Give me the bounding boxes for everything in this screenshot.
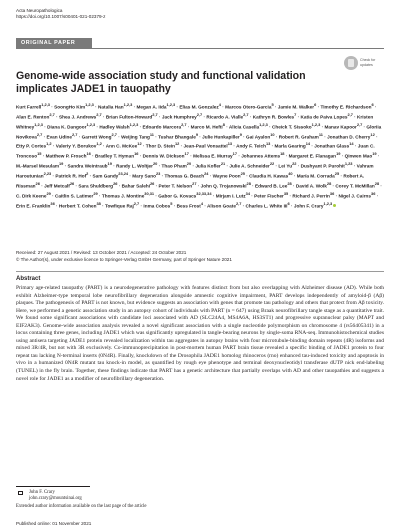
author-affiliation: 25 <box>334 171 340 177</box>
envelope-icon <box>18 491 23 495</box>
author-name: Bess Frost <box>176 203 201 209</box>
author-affiliation: 1,2,3 <box>323 200 333 206</box>
journal-header <box>16 8 105 20</box>
author-affiliation: 22 <box>292 161 297 167</box>
author-name: Garrett Wong <box>81 134 112 140</box>
author-name: Jamie M. Walker <box>277 104 315 110</box>
author-affiliation: 23,24 <box>118 171 129 177</box>
author-name: Matthew P. Frosch <box>45 153 87 159</box>
author-affiliation: 14 <box>349 141 354 147</box>
author-affiliation: 2,7 <box>133 200 140 206</box>
journal-doi[interactable]: https://doi.org/10.1007/s00401-021-02379-z <box>16 14 106 19</box>
corresponding-author-email[interactable]: john.crary@mountsinai.org <box>29 496 82 501</box>
author-affiliation: 24 <box>204 171 209 177</box>
author-affiliation: 18 <box>280 151 285 157</box>
author-name: Julie Hunkapiller <box>202 134 240 140</box>
author-name: Peter Fischer <box>254 193 284 199</box>
author-name: Mary Sano <box>132 173 156 179</box>
author-name: Juan C. Troncoso <box>16 144 375 159</box>
section-rule <box>16 271 384 272</box>
author-name: Johannes Attems <box>241 153 281 159</box>
correspondence-block <box>16 490 82 502</box>
author-name: Thomas G. Beach <box>164 173 205 179</box>
author-affiliation: 1,2,3 <box>123 102 133 107</box>
author-affiliation: 2,23 <box>43 171 52 177</box>
published-online-date: Published online: 01 November 2021 <box>16 521 92 526</box>
author-name: Inma Cobos <box>143 203 171 209</box>
author-name: Ann C. McKee <box>105 144 138 149</box>
author-name: Robert A. Rissman <box>16 173 365 189</box>
article-dates <box>16 250 384 263</box>
author-affiliation: 4 <box>200 200 204 206</box>
author-name: Valeriy Y. Borukov <box>55 144 97 149</box>
author-affiliation: 36 <box>329 190 335 196</box>
author-name: Weijing Tang <box>121 134 150 140</box>
author-affiliation: 22 <box>269 161 275 167</box>
author-name: David A. Wolk <box>295 183 327 189</box>
author-affiliation: 26 <box>35 180 40 186</box>
author-name: Timothy E. Richardson <box>320 104 372 110</box>
author-name: Margaret E. Flanagan <box>288 153 337 159</box>
author-affiliation: 36 <box>371 190 376 196</box>
header-rule <box>16 48 384 49</box>
author-name: Corey T. McMillan <box>335 183 375 189</box>
author-affiliation: 25 <box>240 171 245 177</box>
author-affiliation: 12 <box>370 131 375 137</box>
author-affiliation: 20 <box>152 161 158 167</box>
author-name: Kristen Whitney <box>16 114 374 130</box>
author-affiliation: 1,2 <box>46 141 52 147</box>
author-affiliation: 2,7 <box>152 111 158 117</box>
author-affiliation: 1,2,3 <box>41 102 50 107</box>
author-name: Robert R. Graham <box>278 134 319 140</box>
author-affiliation: 19 <box>107 161 112 167</box>
author-affiliation: 34 <box>245 190 250 196</box>
author-name: Natalia Han <box>98 104 124 110</box>
author-affiliation: 9 <box>239 131 242 137</box>
author-name: Erin E. Franklin <box>16 203 51 209</box>
abstract-text: Primary age-related tauopathy (PART) is a neurodegenerative pathology with features distinct from but also overlapping with Alzheimer disease (AD). While both exhibit Alzheimer-type temporal lobe neurofibrillary degeneration alongside amnestic cognitive impairment, PART develops independently of amyloid-β (Aβ) plaques. The pathogenesis of PART is not known, but evidence suggests an association with genes that promote tau pathology and others that protect from Aβ toxicity. Here, we performed a genetic association study in an autopsy cohort of individuals with PART (n = 647) using Braak neurofibrillary tangle stage as a quantitative trait. We found some significant associations with candidate loci associated with AD (SLC24A4, MS4A6A, HS3ST1) and progressive supranuclear palsy (MAPT and EIF2AK3). Genome-wide association analysis revealed a novel significant association with a single nucleotide polymorphism on chromosome 4 (rs56405341) in a locus containing three genes, including JADE1 which was significantly upregulated in tangle-bearing neurons by single-soma RNA-seq. Immunohistochemical studies using antisera targeting JADE1 protein revealed localization within tau aggregates in autopsy brains with four microtubule-binding domain repeats (4R) isoforms and mixed 3R/4R, but not with 3R exclusively. Co-immunoprecipitation in post-mortem human PART brain tissue revealed a specific binding of JADE1 protein to four repeat tau lacking N-terminal inserts (0N4R). Finally, knockdown of the Drosophila JADE1 homolog rhinoceros (rno) enhanced tau-induced toxicity and apoptosis in vivo in a humanized 0N4R mutant tau knock-in model, as quantified by rough eye phenotype and terminal deoxynucleotidyl transferase dUTP nick end-labeling (TUNEL) in the fly brain. Together, these findings indicate that PART has a genetic architecture that partially overlaps with AD and other tauopathies and suggests a novel role for JADE1 as a modifier of neurofibrillary degeneration. <box>16 285 384 382</box>
author-name: Gabor G. Kovacs <box>158 193 197 199</box>
author-affiliation: 5 <box>170 200 173 206</box>
author-name: Jeff Metcalf <box>44 183 70 189</box>
footnote-rule <box>16 486 90 487</box>
author-affiliation: 2,7 <box>356 121 363 127</box>
author-affiliation: 17 <box>232 151 238 157</box>
author-affiliation: 30,31 <box>144 190 155 196</box>
author-affiliation: 2,7 <box>347 111 353 117</box>
author-affiliation: 1,2,3 <box>85 102 94 107</box>
author-affiliation: 29 <box>93 190 98 196</box>
author-name: Peter T. Nelson <box>158 183 193 189</box>
author-affiliation: 8 <box>222 121 225 127</box>
author-name: Sandra Weintraub <box>67 163 108 169</box>
author-affiliation: 12 <box>137 141 142 147</box>
author-affiliation: 28 <box>374 180 380 186</box>
author-affiliation: 1,2,3 <box>129 121 139 127</box>
author-affiliation: 11 <box>318 131 323 137</box>
author-affiliation: 16 <box>86 151 91 157</box>
author-name: Brian Fulton-Howard <box>105 114 153 120</box>
author-name: Julie A. Schneider <box>229 163 270 169</box>
author-name: Thor D. Stein <box>145 144 175 149</box>
author-name: Kathryn R. Bowles <box>252 114 295 120</box>
article-type-banner: ORIGINAL PAPER <box>16 38 92 48</box>
author-affiliation: 2,7 <box>36 131 43 137</box>
author-name: Bahar Salehi <box>121 183 150 189</box>
author-affiliation: 5 <box>271 102 274 107</box>
author-name: Nigel J. Cairns <box>338 193 372 199</box>
author-affiliation: 7 <box>294 111 297 117</box>
author-name: Shea J. Andrews <box>58 114 97 120</box>
author-name: Alan E. Renton <box>16 114 50 120</box>
author-affiliation: 15 <box>37 151 42 157</box>
author-affiliation: 1,23 <box>344 161 353 167</box>
author-name: Thomas J. Montine <box>101 193 145 199</box>
author-affiliation: 1,2 <box>96 141 102 147</box>
author-affiliation: 38 <box>96 200 101 206</box>
author-name: Jonathan D. Cherry <box>327 134 371 140</box>
crossmark-icon <box>344 56 358 70</box>
author-affiliation: 6 <box>371 102 374 107</box>
author-affiliation: 2,7 <box>181 121 187 127</box>
author-name: Kurt Farrell <box>16 104 42 110</box>
author-affiliation: 40 <box>288 171 293 177</box>
author-affiliation: 9 <box>195 131 198 137</box>
author-name: Elias M. Gonzalez <box>179 104 219 110</box>
author-affiliation: 32,33,34 <box>196 190 212 196</box>
author-list: Kurt Farrell$^{1,2,3}$ · SoongHo Kim$^{1,2,3}$ · Natalia Han$^{1,2,3}$ · Megan A. Iida$^{1,2,3}$ · Elias M. Gonzalez$^4$ · Marcos Otero-Garcia$^5$ · Jamie M. Walker$^6$ · Timothy E. Richardson$^6$ · Alan E. Renton$^{2,7}$ · Shea J. Andrews$^{2,7}$ · Brian Fulton-Howard$^{2,7}$ · Jack Humphrey$^{2,7}$ · Ricardo A. Vialle$^{2,7}$ · Kathryn R. Bowles$^7$ · Katia de Paiva Lopes$^{2,7}$ · Kristen Whitney$^{1,2,3}$ · Diana K. Dangoor$^{1,2,3}$ · Hadley Walsh$^{1,2,3}$ · Edoardo Marcora$^{2,7}$ · Marco M. Hefti$^8$ · Alicia Casella$^{1,2,3}$ · Cheick T. Sissoko$^{1,2,3}$ · Manav Kapoor$^{2,7}$ · Gloriia Novikova$^{2,7}$ · Evan Udine$^{2,7}$ · Garrett Wong$^{2,7}$ · Weijing Tang$^{11}$ · Tushar Bhangale$^9$ · Julie Hunkapiller$^9$ · Gai Ayalon$^{10}$ · Robert R. Graham$^{11}$ · Jonathan D. Cherry$^{12}$ · Etty P. Cortes$^{1,2}$ · Valeriy Y. Borukov$^{1,2}$ · Ann C. McKee$^{12}$ · Thor D. Stein$^{12}$ · Jean-Paul Vonsattel$^{13}$ · Andy F. Teich$^{13}$ · Marla Gearing$^{14}$ · Jonathan Glass$^{14}$ · Juan C. Troncoso$^{15}$ · Matthew P. Frosch$^{16}$ · Bradley T. Hyman$^{16}$ · Dennis W. Dickson$^{17}$ · Melissa E. Murray$^{17}$ · Johannes Attems$^{18}$ · Margaret E. Flanagan$^{19}$ · Qinwen Mao$^{19}$ · M.-Marsel Mesulam$^{19}$ · Sandra Weintraub$^{19}$ · Randy L. Woltjer$^{20}$ · Thao Pham$^{20}$ · Julia Kofler$^{21}$ · Julie A. Schneider$^{22}$ · Lei $Yu^{22}$ · Dushyant P. Purohit$^{1,23}$ · Vahram Haroutunian$^{2,23}$ · Patrick R. Hof$^2$ · Sam Gandy$^{23,24}$ · Mary Sano$^{23}$ · Thomas G. Beach$^{24}$ · Wayne Poon$^{25}$ · Claudia H. Kawas$^{40}$ · María M. Corrada$^{25}$ · Robert A. Rissman$^{26}$ · Jeff Metcalf$^{26}$ · Sara Shuldberg$^{26}$ · Bahar Salehi$^{26}$ · Peter T. Nelson$^{27}$ · John Q. Trojanowski$^{28}$ · Edward B. Lee$^{28}$ · David A. Wolk$^{28}$ · Corey T. McMillan$^{28}$ · C. Dirk Keene$^{29}$ · Caitlin S. Latimer$^{29}$ · Thomas J. Montine$^{30,31}$ · Gabor G. Kovacs$^{32,33,34}$ · Mirjam I. Lutz$^{34}$ · Peter Fischer$^{35}$ · Richard J. Perrin$^{36}$ · Nigel J. Cairns$^{36}$ · Erin E. Franklin$^{36}$ · Herbert T. Cohen$^{38}$ · Towfique Raj$^{2,7}$ · Inma Cobos$^5$ · Bess Frost$^4$ · Alison Goate$^{2,7}$ · Charles L. White $III^6$ · John F. Crary$^{1,2,3}$ <box>16 102 382 209</box>
author-name: Manav Kapoor <box>324 124 357 130</box>
author-name: Jack Humphrey <box>161 114 197 120</box>
author-name: Patrick R. Hof <box>55 173 87 179</box>
author-name: John F. Crary <box>293 203 324 209</box>
author-affiliation: 2,7 <box>96 111 102 117</box>
author-affiliation: 2,7 <box>111 131 117 137</box>
author-name: Jean-Paul Vonsattel <box>183 144 228 149</box>
author-name: Gloriia Novikova <box>16 124 382 140</box>
author-name: Cheick T. Sissoko <box>272 124 312 130</box>
author-affiliation: 2,7 <box>196 111 203 117</box>
author-name: Marla Gearing <box>274 144 306 149</box>
orcid-icon[interactable] <box>333 204 337 208</box>
author-affiliation: 19 <box>58 161 64 167</box>
copyright-line: © The Author(s), under exclusive licence to Springer-Verlag GmbH Germany, part of Springer Nature 2021 <box>16 256 232 262</box>
author-name: Bradley T. Hyman <box>94 153 135 159</box>
author-affiliation: 28 <box>287 180 292 186</box>
author-affiliation: 26 <box>69 180 75 186</box>
author-affiliation: 28 <box>246 180 251 186</box>
author-affiliation: 6 <box>287 200 290 206</box>
author-affiliation: 2,7 <box>71 131 78 137</box>
author-affiliation: 2,7 <box>243 111 249 117</box>
author-affiliation: 36 <box>50 200 55 206</box>
author-affiliation: 6 <box>314 102 317 107</box>
author-name: Edward B. Lee <box>255 183 288 189</box>
journal-name: Acta Neuropathologica <box>16 8 63 13</box>
author-affiliation: 1,2,3 <box>86 121 96 127</box>
author-name: Edoardo Marcora <box>142 124 182 130</box>
author-affiliation: 2,7 <box>49 111 55 117</box>
author-affiliation: 10 <box>270 131 275 137</box>
author-name: Hadley Walsh <box>99 124 130 130</box>
author-name: Tushar Bhangale <box>158 134 196 140</box>
author-name: Richard J. Perrin <box>292 193 330 199</box>
author-name: Herbert T. Cohen <box>58 203 97 209</box>
author-name: Qinwen Mao <box>344 153 373 159</box>
check-for-updates-badge[interactable] <box>344 56 382 74</box>
author-name: Melissa E. Murray <box>193 153 233 159</box>
author-affiliation: 11 <box>149 131 154 137</box>
paper-title: Genome-wide association study and functional validation implicates JADE1 in tauopathy <box>16 70 306 95</box>
author-name: Katia de Paiva Lopes <box>300 114 348 120</box>
extended-author-info: Extended author information available on the last page of the article <box>16 504 147 509</box>
author-name: Andy F. Teich <box>236 144 266 149</box>
author-affiliation: 23 <box>155 171 161 177</box>
author-affiliation: 27 <box>192 180 197 186</box>
author-name: Mirjam I. Lutz <box>215 193 246 199</box>
author-name: C. Dirk Keene <box>16 193 47 199</box>
author-affiliation: 19 <box>336 151 341 157</box>
author-affiliation: 17 <box>184 151 189 157</box>
author-affiliation: 1,2,3 <box>259 121 268 127</box>
author-name: Vahram Haroutunian <box>16 163 374 179</box>
author-name: Etty P. Cortes <box>16 144 47 149</box>
crossmark-line1: Check for <box>360 58 376 62</box>
author-affiliation: 2,7 <box>235 200 242 206</box>
author-name: Ricardo A. Vialle <box>206 114 244 120</box>
author-name: Caitlin S. Latimer <box>55 193 94 199</box>
author-name: Diana K. Dangoor <box>47 124 87 130</box>
author-name: Evan Udine <box>46 134 72 140</box>
author-name: Marco M. Hefti <box>190 124 223 130</box>
author-affiliation: 16 <box>134 151 139 157</box>
author-affiliation: 29 <box>46 190 51 196</box>
author-name: Towfique Raj <box>104 203 134 209</box>
author-name: Megan A. Iida <box>136 104 167 110</box>
author-affiliation: 14 <box>305 141 311 147</box>
author-name: Alicia Casella <box>228 124 260 130</box>
author-affiliation: 1,2,3 <box>166 102 176 107</box>
author-name: Gai Ayalon <box>246 134 271 140</box>
author-affiliation: 4 <box>218 102 221 107</box>
abstract-heading: Abstract <box>16 276 41 282</box>
author-affiliation: 2 <box>86 171 89 177</box>
author-name: Thao Pham <box>161 163 187 169</box>
author-name: Dushyant P. Purohit <box>300 163 345 169</box>
crossmark-line2: updates <box>360 62 373 67</box>
author-affiliation: 26 <box>150 180 155 186</box>
author-name: Claudia H. Kawas <box>249 173 289 179</box>
author-affiliation: 35 <box>283 190 289 196</box>
author-affiliation: 21 <box>220 161 226 167</box>
author-name: Jonathan Glass <box>314 144 350 149</box>
author-name: John Q. Trojanowski <box>200 183 247 189</box>
corresponding-author-name: John F. Crary <box>29 490 55 495</box>
author-name: Sam Gandy <box>92 173 119 179</box>
author-name: Lei Yu <box>278 163 293 169</box>
author-name: Julia Kofler <box>195 163 221 169</box>
author-name: Alison Goate <box>207 203 236 209</box>
received-dates: Received: 27 August 2021 / Revised: 13 October 2021 / Accepted: 24 October 2021 <box>16 250 187 255</box>
author-name: María M. Corrada <box>296 173 335 179</box>
author-name: Sara Shuldberg <box>78 183 114 189</box>
author-affiliation: 20 <box>186 161 192 167</box>
author-name: Marcos Otero-Garcia <box>225 104 272 110</box>
author-name: M.-Marsel Mesulam <box>16 163 59 169</box>
author-affiliation: 12 <box>174 141 180 147</box>
author-affiliation: 13 <box>265 141 271 147</box>
author-name: Dennis W. Dickson <box>142 153 185 159</box>
author-affiliation: 28 <box>326 180 332 186</box>
author-name: Randy L. Woltjer <box>116 163 153 169</box>
author-affiliation: 26 <box>113 180 118 186</box>
author-name: Charles L. White III <box>245 203 288 209</box>
author-affiliation: 13 <box>227 141 233 147</box>
author-name: Wayne Poon <box>212 173 241 179</box>
author-name: SoongHo Kim <box>54 104 86 110</box>
author-affiliation: 19 <box>372 151 377 157</box>
author-affiliation: 1,2,3 <box>34 121 43 127</box>
author-affiliation: 1,2,3 <box>311 121 321 127</box>
